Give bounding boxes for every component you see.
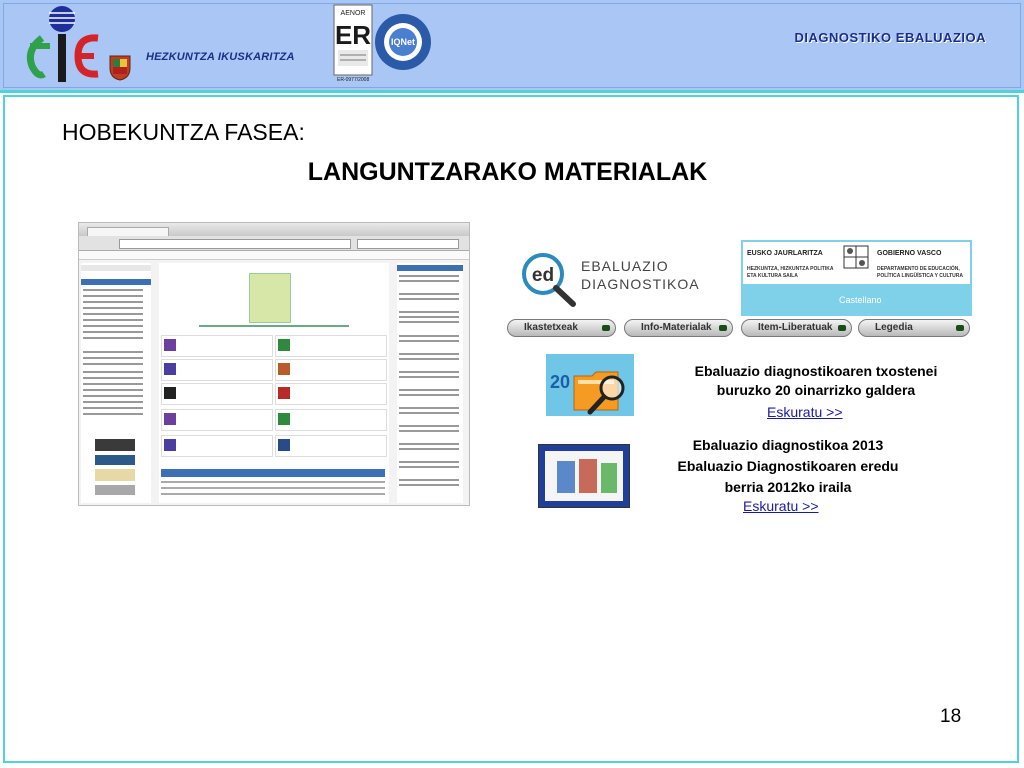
nav-button-item-liberatuak[interactable] xyxy=(741,319,852,337)
dept-left-2: ETA KULTURA SAILA xyxy=(747,273,798,279)
website-screenshot xyxy=(78,222,470,506)
nav-indicator-icon xyxy=(956,325,964,331)
site-main xyxy=(159,263,389,503)
nav-button-legedia[interactable] xyxy=(858,319,970,337)
nav-button-info-materialak[interactable] xyxy=(624,319,733,337)
folder-magnifier-icon xyxy=(570,360,634,416)
item2-thumbnail xyxy=(538,444,630,508)
gov-left-label: EUSKO JAURLARITZA xyxy=(747,250,823,257)
aenor-cert-icon xyxy=(333,4,373,76)
item1-line1: Ebaluazio diagnostikoaren txostenei xyxy=(694,363,938,379)
svg-text:AENOR: AENOR xyxy=(340,10,366,17)
header-border xyxy=(3,3,1021,88)
slide-heading: HOBEKUNTZA FASEA: xyxy=(62,119,305,145)
item2-line3: berria 2012ko iraila xyxy=(724,479,852,495)
svg-text:ed: ed xyxy=(531,265,555,286)
page-number: 18 xyxy=(940,706,962,727)
banner-logo-line1: EBALUAZIO xyxy=(581,258,669,274)
coat-of-arms-icon xyxy=(108,53,132,81)
browser-addressbar xyxy=(79,236,469,251)
site-right-news xyxy=(397,263,463,503)
gov-strip xyxy=(743,242,970,284)
nav-button-label: Ikastetxeak xyxy=(524,322,578,333)
dept-right-2: POLÍTICA LINGÜÍSTICA Y CULTURA xyxy=(877,273,964,279)
nav-button-label: Info-Materialak xyxy=(641,322,712,333)
item2-line2: Ebaluazio Diagnostikoaren eredu xyxy=(677,458,899,474)
iie-logo-icon xyxy=(22,4,108,86)
gov-right-label: GOBIERNO VASCO xyxy=(877,250,942,257)
item1-download-link[interactable]: Eskuratu >> xyxy=(767,404,843,420)
nav-button-ikastetxeak[interactable] xyxy=(507,319,616,337)
iqnet-cert-icon xyxy=(373,11,433,73)
dept-left-1: HEZKUNTZA, HIZKUNTZA POLITIKA xyxy=(747,266,834,272)
header-title: DIAGNOSTIKO EBALUAZIOA xyxy=(794,30,986,45)
slide-header xyxy=(0,0,1024,93)
nav-indicator-icon xyxy=(602,325,610,331)
site-topbar xyxy=(79,251,469,260)
cert-caption: ER-0977/2008 xyxy=(337,77,370,83)
gov-coat-of-arms-icon xyxy=(842,244,870,270)
slide-title: LANGUNTZARAKO MATERIALAK xyxy=(307,158,708,186)
dept-right-1: DEPARTAMENTO DE EDUCACIÓN, xyxy=(877,266,960,272)
nav-button-label: Item-Liberatuak xyxy=(758,322,833,333)
item1-thumbnail xyxy=(546,354,634,416)
item2-line1: Ebaluazio diagnostikoa 2013 xyxy=(692,437,884,453)
nav-button-label: Legedia xyxy=(875,322,913,333)
org-name: HEZKUNTZA IKUSKARITZA xyxy=(146,51,295,63)
site-left-sidebar xyxy=(81,263,151,503)
nav-indicator-icon xyxy=(719,325,727,331)
nav-indicator-icon xyxy=(838,325,846,331)
item2-download-link[interactable]: Eskuratu >> xyxy=(743,498,819,514)
search-field xyxy=(357,239,459,249)
svg-text:ER: ER xyxy=(334,20,372,50)
item1-line2: buruzko 20 oinarrizko galdera xyxy=(716,382,916,398)
banner-logo-line2: DIAGNOSTIKOA xyxy=(581,276,700,292)
ed-magnifier-logo-icon xyxy=(519,252,581,308)
language-link[interactable]: Castellano xyxy=(839,295,882,305)
svg-text:IQNet: IQNet xyxy=(390,37,416,47)
address-field xyxy=(119,239,351,249)
item1-thumb-number: 20 xyxy=(550,372,571,392)
